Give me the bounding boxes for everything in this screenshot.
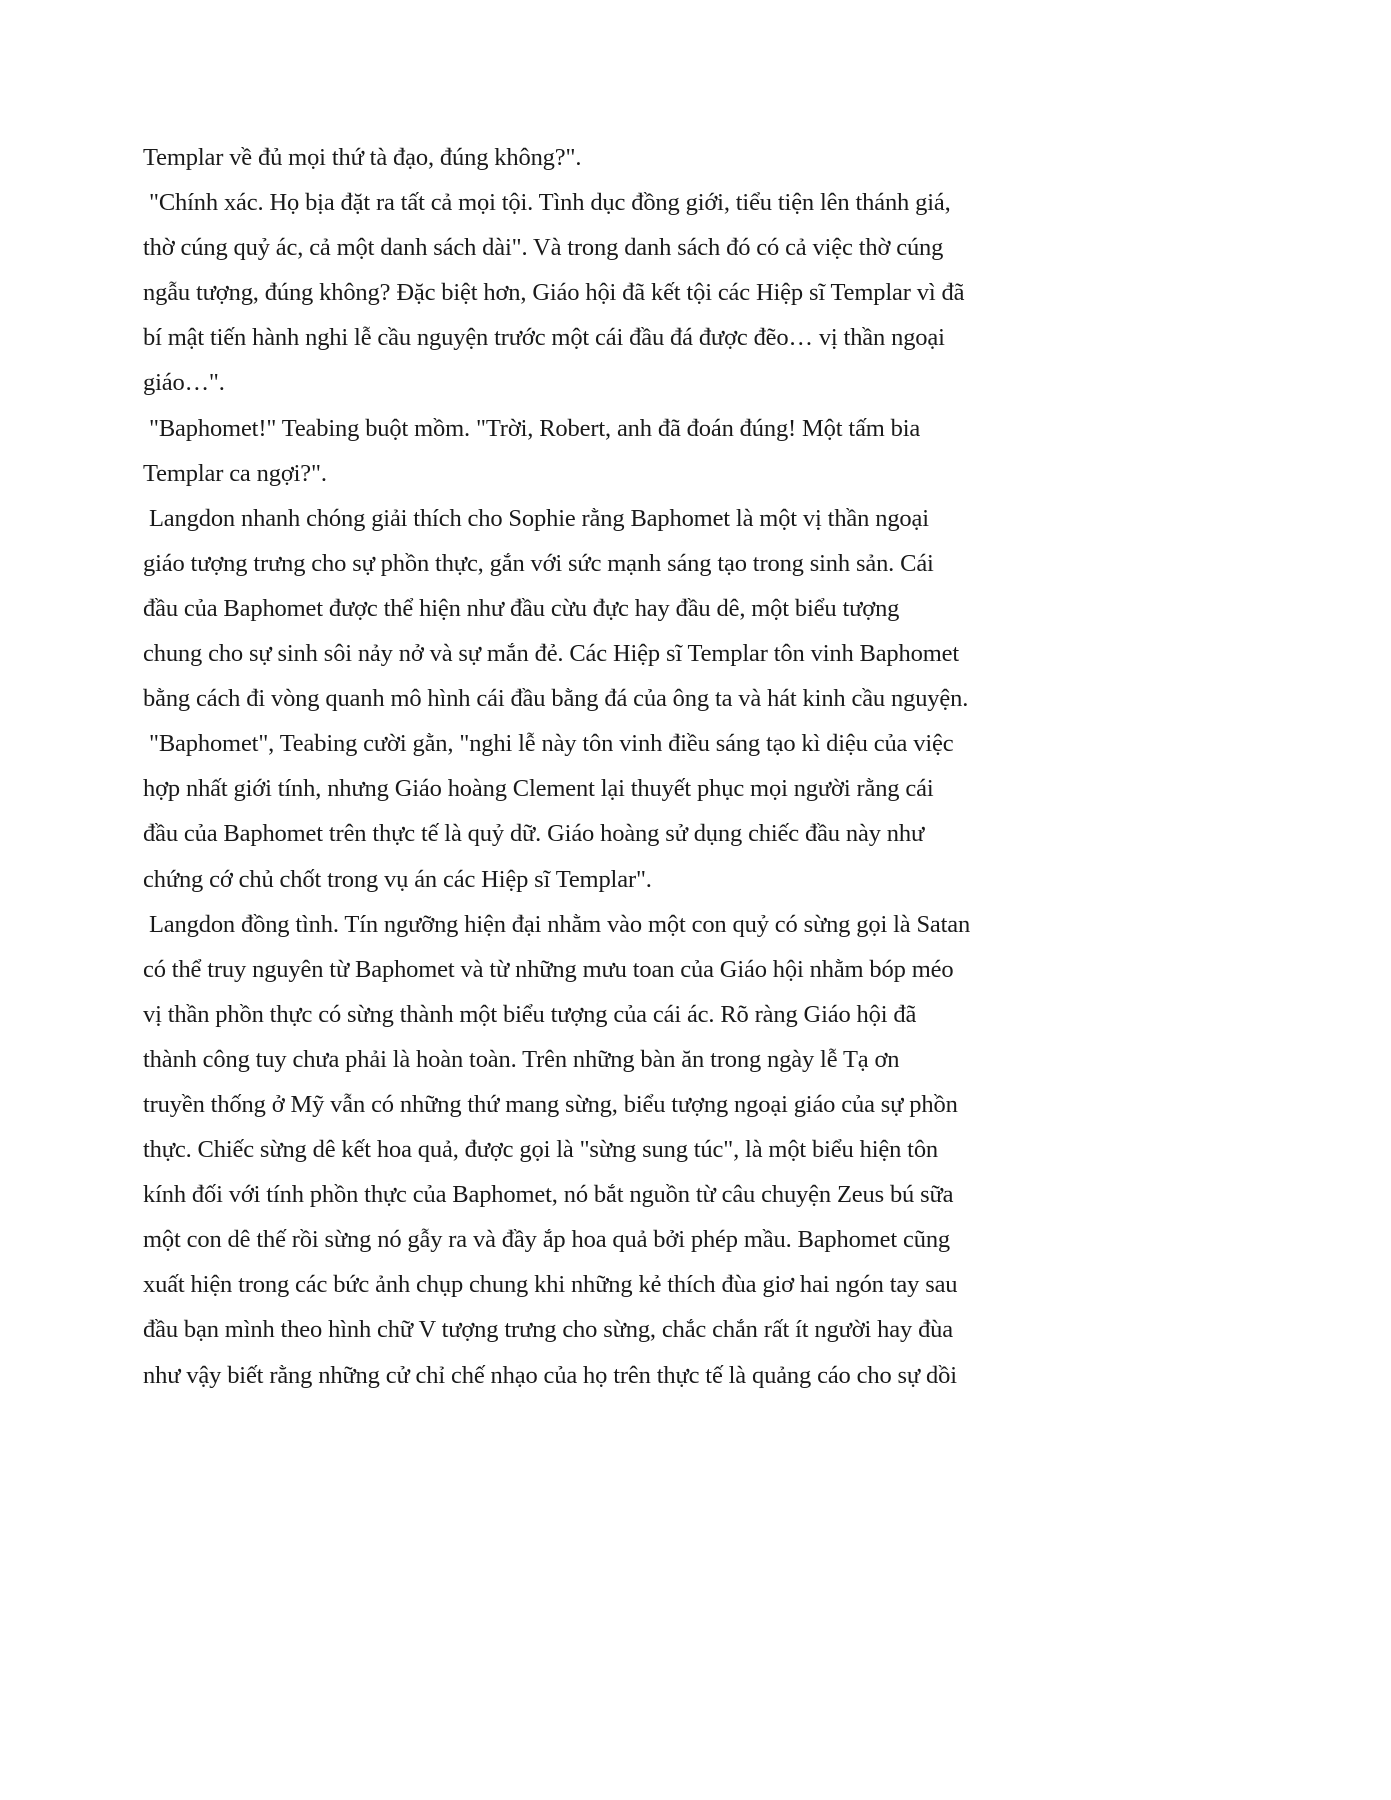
- text-line: đầu của Baphomet được thể hiện như đầu cừu đực hay đầu dê, một biểu tượng: [143, 594, 900, 622]
- text-line: Langdon đồng tình. Tín ngưỡng hiện đại nhằm vào một con quỷ có sừng gọi là Satan: [143, 910, 971, 938]
- text-line: giáo…".: [143, 369, 225, 397]
- text-line: vị thần phồn thực có sừng thành một biểu tượng của cái ác. Rõ ràng Giáo hội đã: [143, 1000, 917, 1028]
- text-line: như vậy biết rằng những cử chỉ chế nhạo của họ trên thực tế là quảng cáo cho sự dồi: [143, 1361, 957, 1389]
- text-line: thành công tuy chưa phải là hoàn toàn. Trên những bàn ăn trong ngày lễ Tạ ơn: [143, 1045, 900, 1073]
- text-line: đầu bạn mình theo hình chữ V tượng trưng cho sừng, chắc chắn rất ít người hay đùa: [143, 1316, 954, 1344]
- text-line: Templar ca ngợi?".: [143, 459, 327, 487]
- text-line: "Baphomet", Teabing cười gằn, "nghi lễ này tôn vinh điều sáng tạo kì diệu của việc: [143, 730, 954, 758]
- text-line: bằng cách đi vòng quanh mô hình cái đầu bằng đá của ông ta và hát kinh cầu nguyện.: [143, 685, 969, 713]
- text-line: thực. Chiếc sừng dê kết hoa quả, được gọi là "sừng sung túc", là một biểu hiện tôn: [143, 1136, 939, 1164]
- text-line: có thể truy nguyên từ Baphomet và từ những mưu toan của Giáo hội nhằm bóp méo: [143, 955, 954, 983]
- text-line: ngẫu tượng, đúng không? Đặc biệt hơn, Giáo hội đã kết tội các Hiệp sĩ Templar vì đã: [143, 279, 965, 307]
- text-line: bí mật tiến hành nghi lễ cầu nguyện trước một cái đầu đá được đẽo… vị thần ngoại: [143, 324, 945, 352]
- text-line: Langdon nhanh chóng giải thích cho Sophie rằng Baphomet là một vị thần ngoại: [143, 504, 929, 532]
- text-line: giáo tượng trưng cho sự phồn thực, gắn với sức mạnh sáng tạo trong sinh sản. Cái: [143, 549, 934, 577]
- text-line: đầu của Baphomet trên thực tế là quỷ dữ. Giáo hoàng sử dụng chiếc đầu này như: [143, 820, 925, 848]
- text-line: xuất hiện trong các bức ảnh chụp chung khi những kẻ thích đùa giơ hai ngón tay sau: [143, 1271, 958, 1299]
- text-line: Templar về đủ mọi thứ tà đạo, đúng không?".: [143, 144, 582, 171]
- text-line: hợp nhất giới tính, nhưng Giáo hoàng Clement lại thuyết phục mọi người rằng cái: [143, 775, 934, 803]
- text-line: "Chính xác. Họ bịa đặt ra tất cả mọi tội. Tình dục đồng giới, tiểu tiện lên thánh giá,: [143, 189, 951, 217]
- text-line: thờ cúng quỷ ác, cả một danh sách dài". Và trong danh sách đó có cả việc thờ cúng: [143, 234, 944, 262]
- text-line: "Baphomet!" Teabing buột mồm. "Trời, Robert, anh đã đoán đúng! Một tấm bia: [143, 414, 921, 442]
- body-text: [143, 139, 1083, 1402]
- text-line: truyền thống ở Mỹ vẫn có những thứ mang sừng, biểu tượng ngoại giáo của sự phồn: [143, 1090, 958, 1118]
- text-line: kính đối với tính phồn thực của Baphomet, nó bắt nguồn từ câu chuyện Zeus bú sữa: [143, 1181, 954, 1209]
- text-line: chứng cớ chủ chốt trong vụ án các Hiệp sĩ Templar".: [143, 865, 652, 893]
- text-line: chung cho sự sinh sôi nảy nở và sự mắn đẻ. Các Hiệp sĩ Templar tôn vinh Baphomet: [143, 640, 960, 668]
- text-line: một con dê thế rồi sừng nó gẫy ra và đầy ắp hoa quả bởi phép mầu. Baphomet cũng: [143, 1226, 951, 1254]
